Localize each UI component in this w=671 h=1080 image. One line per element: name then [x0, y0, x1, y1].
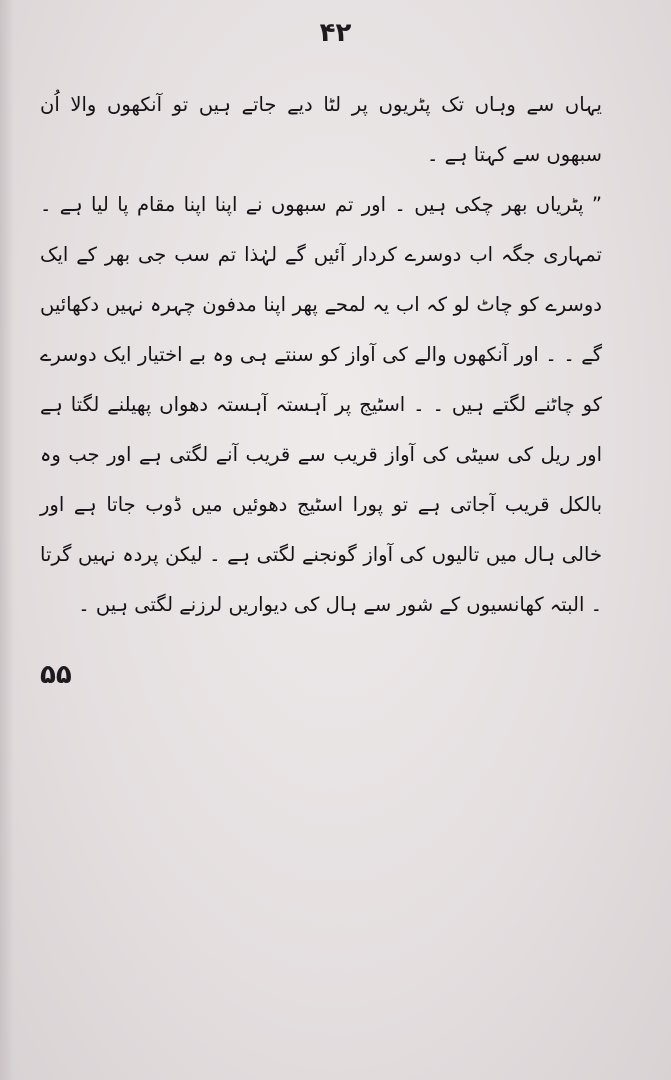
- paragraph: ” پٹریاں بھر چکی ہیں ۔ اور تم سبھوں نے اپنا اپنا مقام پا لیا ہے ۔ تمہاری جگہ اب دوسرے کردار آئیں گے لہٰذا تم سب جی بھر کے ایک دوسرے کو چاٹ لو کہ اب یہ لمحے پھر اپنا مدفون چہرہ نہیں دکھائیں گے ۔ ۔ اور آنکھوں والے کی آواز کو سنتے ہی وہ بے اختیار ایک دوسرے کو چاٹنے لگتے ہیں ۔ ۔ اسٹیج پر آہستہ آہستہ دھواں پھیلنے لگتا ہے اور ریل کی سیٹی کی آواز قریب سے قریب آنے لگتی ہے اور جب وہ بالکل قریب آجاتی ہے تو پورا اسٹیج دھوئیں میں ڈوب جاتا ہے اور خالی ہال میں تالیوں کی آواز گونجنے لگتی ہے ۔ لیکن پردہ نہیں گرتا ۔ البتہ کھانسیوں کے شور سے ہال کی دیواریں لرزنے لگتی ہیں ۔: [40, 193, 602, 616]
- footnote-mark: ۵۵: [40, 660, 72, 690]
- page-number: ۴۲: [319, 18, 352, 48]
- paragraph: یہاں سے وہاں تک پٹریوں پر لٹا دیے جاتے ہیں تو آنکھوں والا اُن سبھوں سے کہتا ہے ۔: [40, 93, 602, 166]
- body-text: [40, 80, 602, 630]
